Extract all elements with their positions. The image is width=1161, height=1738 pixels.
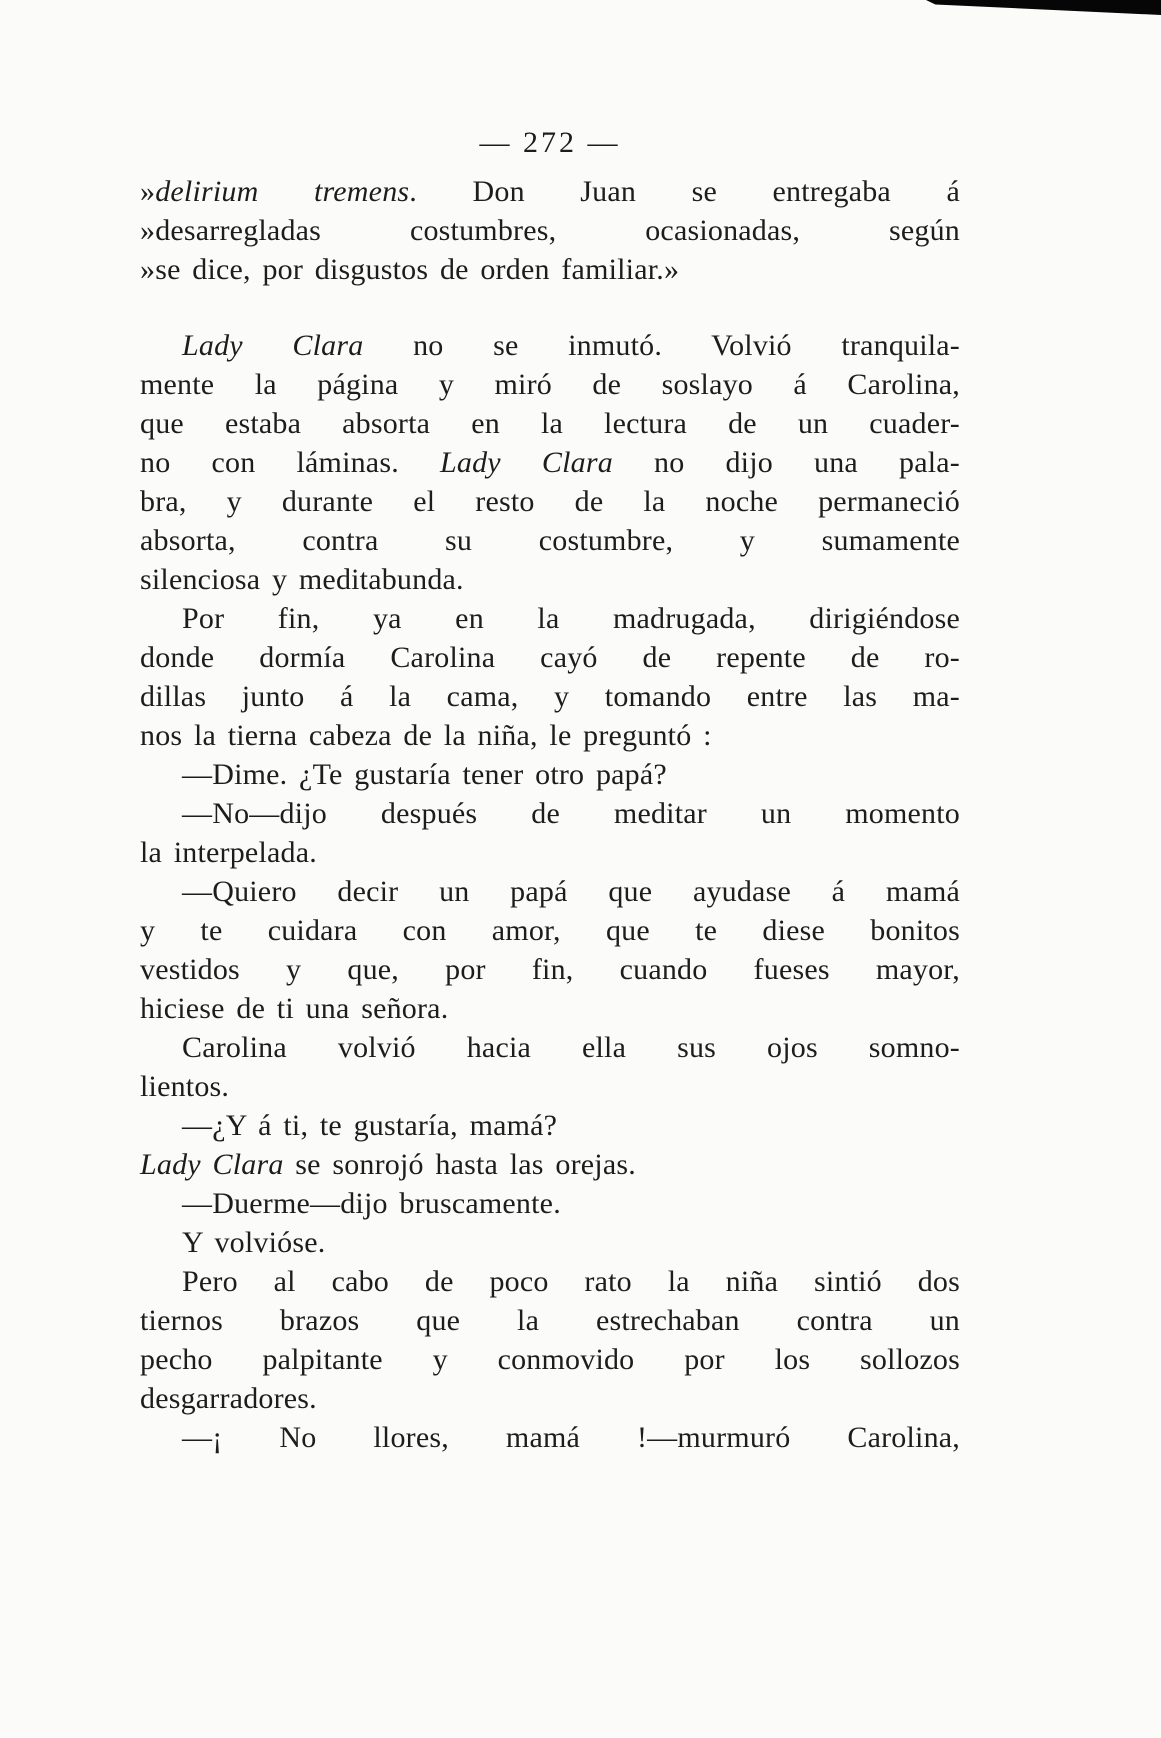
paragraph: [140, 755, 960, 794]
text-line: [140, 365, 960, 404]
paragraph: [140, 1184, 960, 1223]
text-segment: silenciosa y meditabunda.: [140, 563, 464, 596]
text-line: [140, 1067, 960, 1106]
text-segment: —No—dijo después de meditar un momento: [182, 797, 960, 830]
text-line: [140, 250, 960, 289]
text-line: [140, 1184, 960, 1223]
text-segment: Carolina volvió hacia ella sus ojos somno-: [182, 1031, 960, 1064]
text-line: [140, 677, 960, 716]
text-segment: no con láminas.: [140, 446, 440, 479]
text-line: [140, 989, 960, 1028]
text-line: [140, 1301, 960, 1340]
page-text: [140, 172, 960, 1457]
text-segment: y te cuidara con amor, que te diese bonitos: [140, 914, 960, 947]
text-line: [140, 172, 960, 211]
text-segment: mente la página y miró de soslayo á Carolina,: [140, 368, 960, 401]
italic-text-segment: delirium tremens: [155, 175, 410, 208]
text-segment: desgarradores.: [140, 1382, 317, 1415]
text-line: [140, 833, 960, 872]
text-segment: que estaba absorta en la lectura de un cuader-: [140, 407, 960, 440]
text-line: [140, 560, 960, 599]
text-segment: »se dice, por disgustos de orden familiar.»: [140, 253, 680, 286]
italic-text-segment: Lady Clara: [440, 446, 613, 479]
text-line: [140, 1028, 960, 1067]
paragraph: [140, 1223, 960, 1262]
text-segment: tiernos brazos que la estrechaban contra un: [140, 1304, 960, 1337]
text-segment: pecho palpitante y conmovido por los sollozos: [140, 1343, 960, 1376]
text-segment: la interpelada.: [140, 836, 317, 869]
text-line: [140, 1145, 960, 1184]
text-line: [140, 1262, 960, 1301]
text-segment: —¿Y á ti, te gustaría, mamá?: [182, 1109, 558, 1142]
paragraph: [140, 872, 960, 1028]
paragraph: [140, 172, 960, 289]
paragraph: [140, 1106, 960, 1145]
text-segment: »: [140, 175, 156, 208]
text-line: [140, 911, 960, 950]
text-line: [140, 638, 960, 677]
text-segment: —Duerme—dijo bruscamente.: [182, 1187, 561, 1220]
scan-artifact-mark: [926, 0, 1161, 15]
text-segment: bra, y durante el resto de la noche permaneció: [140, 485, 960, 518]
text-segment: no dijo una pala-: [612, 446, 960, 479]
text-line: [140, 443, 960, 482]
text-line: [140, 482, 960, 521]
text-segment: no se inmutó. Volvió tranquila-: [363, 329, 960, 362]
text-segment: se sonrojó hasta las orejas.: [283, 1148, 636, 1181]
text-line: [140, 794, 960, 833]
paragraph: [140, 794, 960, 872]
italic-text-segment: Lady Clara: [182, 329, 364, 362]
text-segment: donde dormía Carolina cayó de repente de ro-: [140, 641, 960, 674]
text-line: [140, 1379, 960, 1418]
text-segment: hiciese de ti una señora.: [140, 992, 449, 1025]
text-segment: lientos.: [140, 1070, 230, 1103]
paragraph: [140, 1145, 960, 1184]
italic-text-segment: Lady Clara: [140, 1148, 284, 1181]
text-line: [140, 1418, 960, 1457]
text-line: [140, 599, 960, 638]
text-segment: absorta, contra su costumbre, y sumamente: [140, 524, 960, 557]
text-line: [140, 716, 960, 755]
paragraph: [140, 1262, 960, 1418]
paragraph: [140, 1418, 960, 1457]
text-segment: Por fin, ya en la madrugada, dirigiéndose: [182, 602, 960, 635]
text-segment: —Dime. ¿Te gustaría tener otro papá?: [182, 758, 667, 791]
text-segment: nos la tierna cabeza de la niña, le preguntó :: [140, 719, 712, 752]
text-line: [140, 950, 960, 989]
page-number: — 272 —: [479, 126, 621, 159]
text-line: [140, 755, 960, 794]
text-segment: »desarregladas costumbres, ocasionadas, según: [140, 214, 960, 247]
text-line: [140, 326, 960, 365]
text-line: [140, 521, 960, 560]
text-segment: Y volvióse.: [182, 1226, 326, 1259]
text-line: [140, 211, 960, 250]
text-segment: vestidos y que, por fin, cuando fueses mayor,: [140, 953, 960, 986]
text-segment: . Don Juan se entregaba á: [409, 175, 960, 208]
text-segment: —¡ No llores, mamá !—murmuró Carolina,: [182, 1421, 960, 1454]
paragraph: [140, 1028, 960, 1106]
text-line: [140, 404, 960, 443]
text-line: [140, 1106, 960, 1145]
text-line: [140, 1223, 960, 1262]
text-segment: —Quiero decir un papá que ayudase á mamá: [182, 875, 960, 908]
text-line: [140, 1340, 960, 1379]
text-segment: Pero al cabo de poco rato la niña sintió dos: [182, 1265, 960, 1298]
text-segment: dillas junto á la cama, y tomando entre las ma-: [140, 680, 960, 713]
paragraph: [140, 599, 960, 755]
text-line: [140, 872, 960, 911]
paragraph: [140, 326, 960, 599]
